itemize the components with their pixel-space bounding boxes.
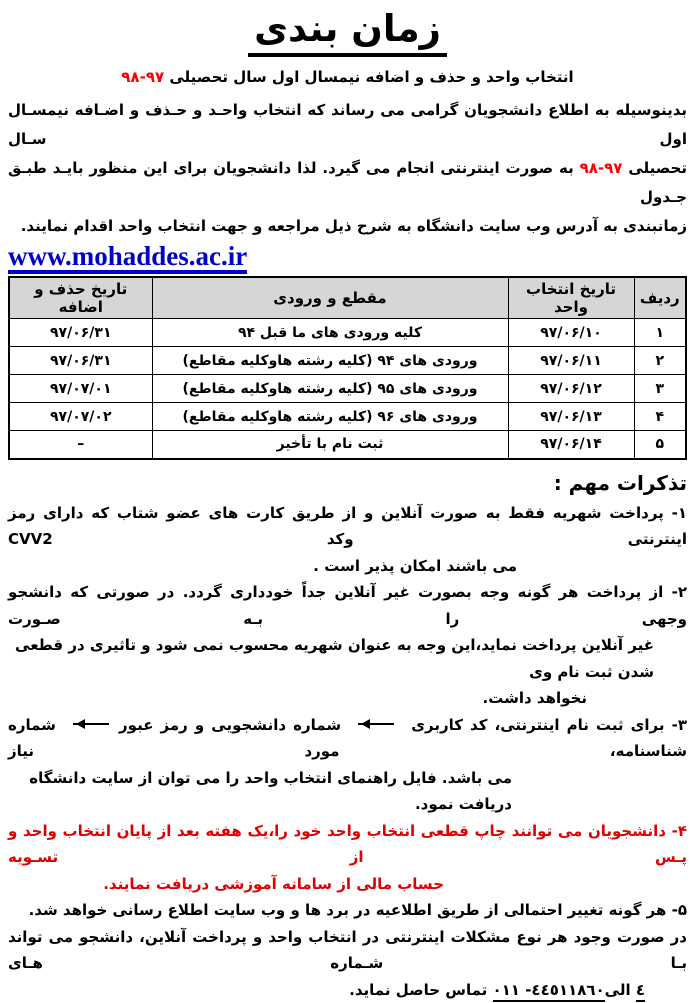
header-row: [9, 277, 686, 319]
text-segment: شماره دانشجویی و رمز عبور: [119, 715, 349, 734]
text-segment: CVV2: [8, 530, 53, 549]
text-segment: حساب مالی از سامانه آموزشی دریافت نمایند.: [103, 874, 444, 893]
text-segment: تحصیلی: [622, 159, 687, 178]
cell-level: ثبت نام با تأخیر: [152, 431, 508, 459]
notes-heading: تذکرات مهم :: [553, 470, 687, 495]
cell-level: ورودی های ۹۵ (کلیه رشته هاوکلیه مقاطع): [152, 375, 508, 403]
col-header-level-entry: مقطع و ورودی: [152, 277, 508, 319]
text-segment: زمانبندی به آدرس وب سایت دانشگاه به شرح ذیل مراجعه و جهت انتخاب واحد اقدام نمایند.: [20, 217, 687, 236]
url-row: [8, 243, 687, 274]
cell-select-date: ۹۷/۰۶/۱۳: [508, 403, 634, 431]
cell-level: ورودی های ۹۴ (کلیه رشته هاوکلیه مقاطع): [152, 347, 508, 375]
table-row: [9, 403, 686, 431]
text-segment: ۹۷-۹۸: [579, 159, 623, 178]
text-line: [8, 924, 687, 977]
text-segment: ٤٤٥١١٨٦٠- ٠١١: [493, 981, 605, 1002]
text-line: [8, 500, 687, 553]
text-line: [8, 871, 444, 898]
cell-drop-date: ۹۷/۰۶/۳۱: [9, 319, 152, 347]
cell-drop-date: ۹۷/۰۷/۰۱: [9, 375, 152, 403]
text-line: [8, 897, 687, 924]
table-row: [9, 375, 686, 403]
cell-level: کلیه ورودی های ما قبل ۹۴: [152, 319, 508, 347]
cell-select-date: ۹۷/۰۶/۱۲: [508, 375, 634, 403]
table-row: [9, 319, 686, 347]
cell-drop-date: –: [9, 431, 152, 459]
schedule-table: [8, 276, 687, 460]
text-line: [8, 212, 687, 241]
cell-row: ۳: [634, 375, 686, 403]
text-segment: تماس حاصل نماید.: [349, 980, 493, 999]
notes-section: [8, 500, 687, 1003]
text-segment: ۴- دانشجویان می توانند چاپ قطعی انتخاب واحد خود را،یک هفته بعد از پایان انتخاب واحد و پـس از تسـویه: [8, 821, 687, 867]
cell-select-date: ۹۷/۰۶/۱۰: [508, 319, 634, 347]
text-segment: می باشند امکان پذیر است .: [313, 556, 517, 575]
cell-row: ۱: [634, 319, 686, 347]
left-arrow-icon: [73, 723, 109, 725]
schedule-table-body: [9, 319, 686, 459]
page-subtitle: [8, 66, 687, 89]
cell-select-date: ۹۷/۰۶/۱۱: [508, 347, 634, 375]
text-segment: ٤: [636, 981, 645, 1002]
col-header-row-number: ردیف: [634, 277, 686, 319]
text-segment: بدینوسیله به اطلاع دانشجویان گرامی می رساند که انتخاب واحـد و حـذف و اضـافه نیمسـال اول سـال: [8, 101, 687, 149]
text-segment: ۹۷-۹۸: [121, 67, 165, 86]
page-title: زمان بندی: [248, 8, 447, 57]
text-segment: شماره شناسنامه، مورد نیاز: [8, 715, 687, 761]
university-website-link[interactable]: www.mohaddes.ac.ir: [8, 243, 247, 274]
intro-paragraph: [8, 96, 687, 241]
cell-row: ۲: [634, 347, 686, 375]
text-segment: نخواهد داشت.: [482, 689, 587, 708]
text-segment: ۲- از پرداخت هر گونه وجه بصورت غیر آنلاین جداً خودداری گردد. در صورتی که دانشجو وجهی را بـه صـورت: [8, 583, 687, 628]
text-segment: الی: [604, 980, 636, 999]
text-line: [8, 818, 687, 871]
text-segment: ۵- هر گونه تغییر احتمالی از طریق اطلاعیه در برد ها و وب سایت اطلاع رسانی خواهد شد.: [28, 901, 687, 920]
text-line: [8, 632, 654, 685]
text-line: [8, 553, 517, 580]
text-segment: می باشد. فایل راهنمای انتخاب واحد را می توان از سایت دانشگاه دریافت نمود.: [29, 768, 512, 814]
cell-select-date: ۹۷/۰۶/۱۴: [508, 431, 634, 459]
cell-drop-date: ۹۷/۰۶/۳۱: [9, 347, 152, 375]
text-segment: در صورت وجود هر نوع مشکلات اینترنتی در انتخاب واحد و پرداخت آنلاین، دانشجو می تواند بـا شـماره هـای: [8, 927, 687, 973]
title-row: [8, 8, 687, 57]
text-segment: ۱- پرداخت شهریه فقط به صورت آنلاین و از طریق کارت های عضو شتاب که دارای رمز اینترنتی وکد: [8, 503, 687, 549]
col-header-selection-date: تاریخ انتخاب واحد: [508, 277, 634, 319]
text-line: [8, 712, 687, 765]
schedule-table-head: [9, 277, 686, 319]
text-line: [8, 977, 645, 1003]
text-segment: انتخاب واحد و حذف و اضافه نیمسال اول سال تحصیلی: [164, 67, 574, 86]
text-segment: ۳- برای ثبت نام اینترنتی، کد کاربری: [404, 715, 687, 734]
left-arrow-icon: [358, 723, 394, 725]
text-segment: غیر آنلاین پرداخت نماید،این وجه به عنوان شهریه محسوب نمی شود و تاثیری در قطعی شدن ثبت نام وی: [15, 636, 654, 681]
text-line: [8, 154, 687, 212]
table-row: [9, 431, 686, 459]
text-segment: به صورت اینترنتی انجام می گیرد. لذا دانشجویان برای این منظور بایـد طبـق جـدول: [8, 159, 687, 207]
text-line: [8, 765, 512, 818]
text-line: [8, 685, 587, 712]
cell-drop-date: ۹۷/۰۷/۰۲: [9, 403, 152, 431]
cell-level: ورودی های ۹۶ (کلیه رشته هاوکلیه مقاطع): [152, 403, 508, 431]
cell-row: ۵: [634, 431, 686, 459]
table-row: [9, 347, 686, 375]
col-header-add-drop-date: تاریخ حذف و اضافه: [9, 277, 152, 319]
text-line: [8, 579, 687, 632]
cell-row: ۴: [634, 403, 686, 431]
text-line: [8, 66, 687, 89]
text-line: [8, 96, 687, 154]
